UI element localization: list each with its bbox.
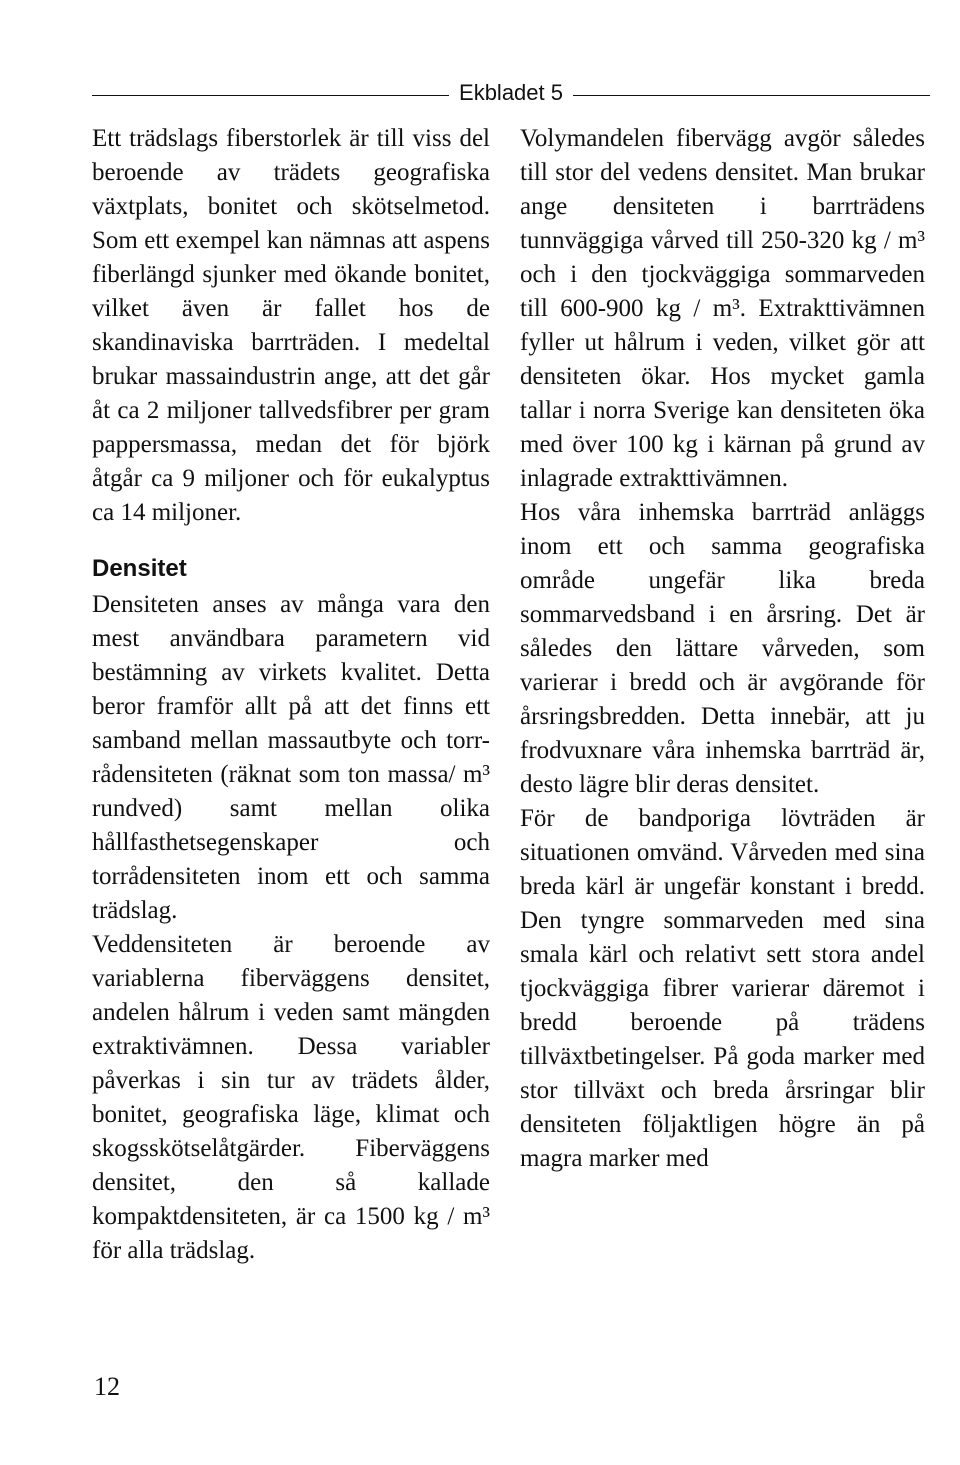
section-heading-densitet: Densitet [92,555,187,582]
page-number: 12 [94,1372,120,1401]
right-column [520,122,925,1176]
left-paragraph-2: Densiteten anses av många vara den mest användbara parametern vid bestämning av virkets kvalitet. Detta beror framför allt på att det finns ett samband mellan massautbyte och torr-rådensiteten (räknat som ton massa/ m³ rundved) samt mellan olika hållfasthetsegenskaper och torrådensiteten inom ett och samma trädslag. [92,591,490,924]
left-paragraph-1: Ett trädslags fiberstorlek är till viss del beroende av trädets geografiska växtplats, bonitet och skötselmetod. Som ett exempel kan nämnas att aspens fiberlängd sjunker med ökande bonitet, vilket även är fallet hos de skandinaviska barrträden. I medeltal brukar massaindustrin ange, att det går åt ca 2 miljoner tallvedsfibrer per gram pappersmassa, medan det för björk åtgår ca 9 miljoner och för eukalyptus ca 14 miljoner. [92,125,490,526]
right-paragraph-3: För de bandporiga lövträden är situationen omvänd. Vårveden med sina breda kärl är ungefär konstant i bredd. Den tyngre sommarveden med sina smala kärl och relativt sett stora andel tjockväggiga fibrer varierar däremot i bredd beroende på trädens tillväxtbetingelser. På goda marker med stor tillväxt och breda årsringar blir densiteten följaktligen högre än på magra marker med [520,805,925,1172]
running-header [92,76,930,110]
left-paragraph-3: Veddensiteten är beroende av variablerna fiberväggens densitet, andelen hålrum i veden samt mängden extraktivämnen. Dessa variabler påverkas i sin tur av trädets ålder, bonitet, geografiska läge, klimat och skogsskötselåtgärder. Fiberväggens densitet, den så kallade kompaktdensiteten, är ca 1500 kg / m³ för alla trädslag. [92,931,490,1264]
right-paragraph-1: Volymandelen fibervägg avgör således till stor del vedens densitet. Man brukar ange densiteten i barrträdens tunnväggiga vårved till 250-320 kg / m³ och i den tjockväggiga sommarveden till 600-900 kg / m³. Extrakttivämnen fyller ut hålrum i veden, vilket gör att densiteten ökar. Hos mycket gamla tallar i norra Sverige kan densiteten öka med över 100 kg i kärnan på grund av inlagrade extrakttivämnen. [520,125,925,492]
header-rule-left [92,95,449,96]
running-head-title: Ekbladet 5 [459,80,563,105]
header-rule-right [573,95,930,96]
left-column [92,122,490,1268]
right-paragraph-2: Hos våra inhemska barrträd anläggs inom ett och samma geografiska område ungefär lika breda sommarvedsband i en årsring. Det är således den lättare vårveden, som varierar i bredd och är avgörande för årsringsbredden. Detta innebär, att ju frodvuxnare våra inhemska barrträd är, desto lägre blir deras densitet. [520,499,925,798]
